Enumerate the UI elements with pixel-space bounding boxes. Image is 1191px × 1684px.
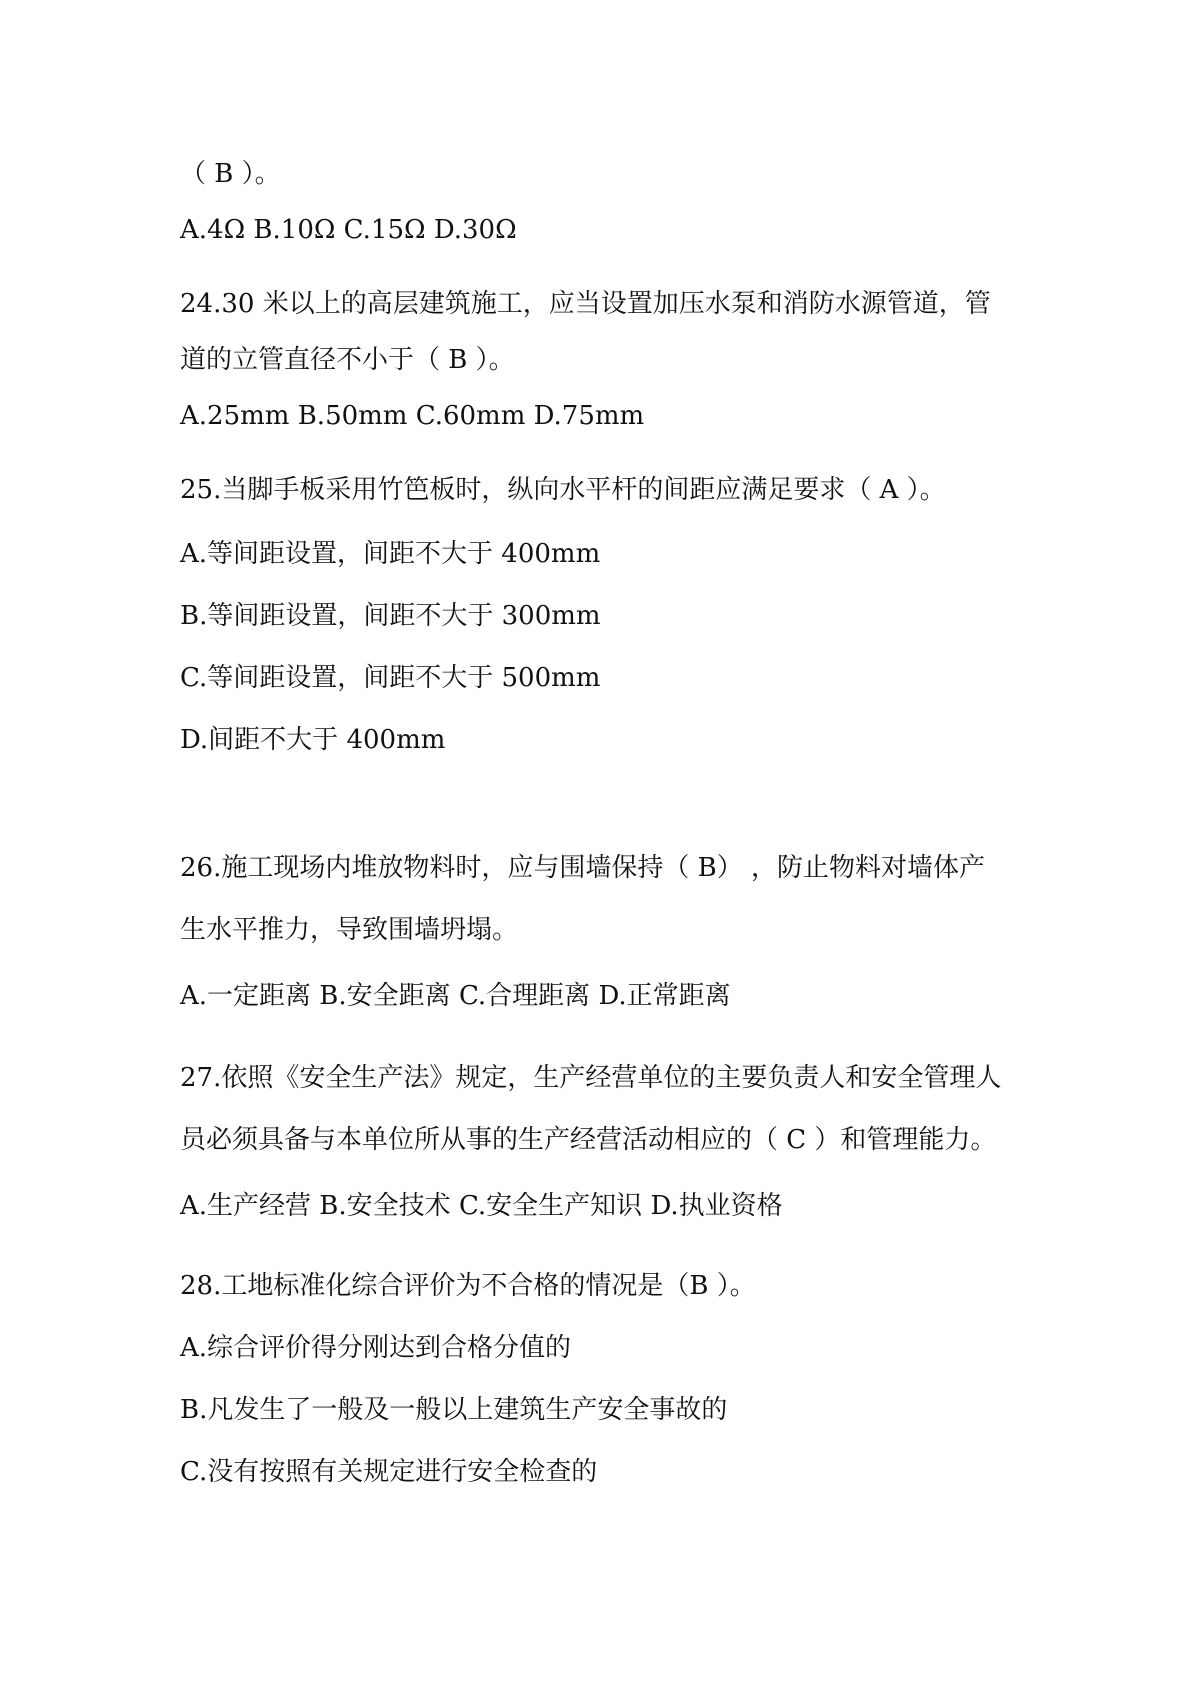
q24-options: A.25mm B.50mm C.60mm D.75mm — [180, 401, 645, 431]
q24-stem-line-2: 道的立管直径不小于（ B ）。 — [180, 345, 515, 375]
q27-stem-line-2: 员必须具备与本单位所从事的生产经营活动相应的（ C ）和管理能力。 — [180, 1125, 997, 1155]
q26-stem-line-1: 26.施工现场内堆放物料时，应与围墙保持（ B） ，防止物料对墙体产 — [180, 853, 985, 883]
q28-option-c: C.没有按照有关规定进行安全检查的 — [180, 1457, 598, 1487]
q26-stem-line-2: 生水平推力，导致围墙坍塌。 — [180, 915, 519, 945]
q25-option-a: A.等间距设置，间距不大于 400mm — [180, 539, 601, 569]
q25-option-d: D.间距不大于 400mm — [180, 725, 446, 755]
q25-option-b: B.等间距设置，间距不大于 300mm — [180, 601, 601, 631]
q23-answer-tail: （ B ）。 — [180, 159, 281, 189]
q26-options: A.一定距离 B.安全距离 C.合理距离 D.正常距离 — [180, 981, 731, 1011]
q28-option-b: B.凡发生了一般及一般以上建筑生产安全事故的 — [180, 1395, 728, 1425]
q28-stem: 28.工地标准化综合评价为不合格的情况是（B ）。 — [180, 1271, 756, 1301]
q27-stem-line-1: 27.依照《安全生产法》规定，生产经营单位的主要负责人和安全管理人 — [180, 1063, 1002, 1093]
q25-option-c: C.等间距设置，间距不大于 500mm — [180, 663, 601, 693]
q24-stem-line-1: 24.30 米以上的高层建筑施工，应当设置加压水泵和消防水源管道，管 — [180, 289, 991, 319]
q27-options: A.生产经营 B.安全技术 C.安全生产知识 D.执业资格 — [180, 1191, 783, 1221]
q25-stem: 25.当脚手板采用竹笆板时，纵向水平杆的间距应满足要求（ A ）。 — [180, 475, 946, 505]
q23-options: A.4Ω B.10Ω C.15Ω D.30Ω — [180, 215, 517, 245]
q28-option-a: A.综合评价得分刚达到合格分值的 — [180, 1333, 572, 1363]
